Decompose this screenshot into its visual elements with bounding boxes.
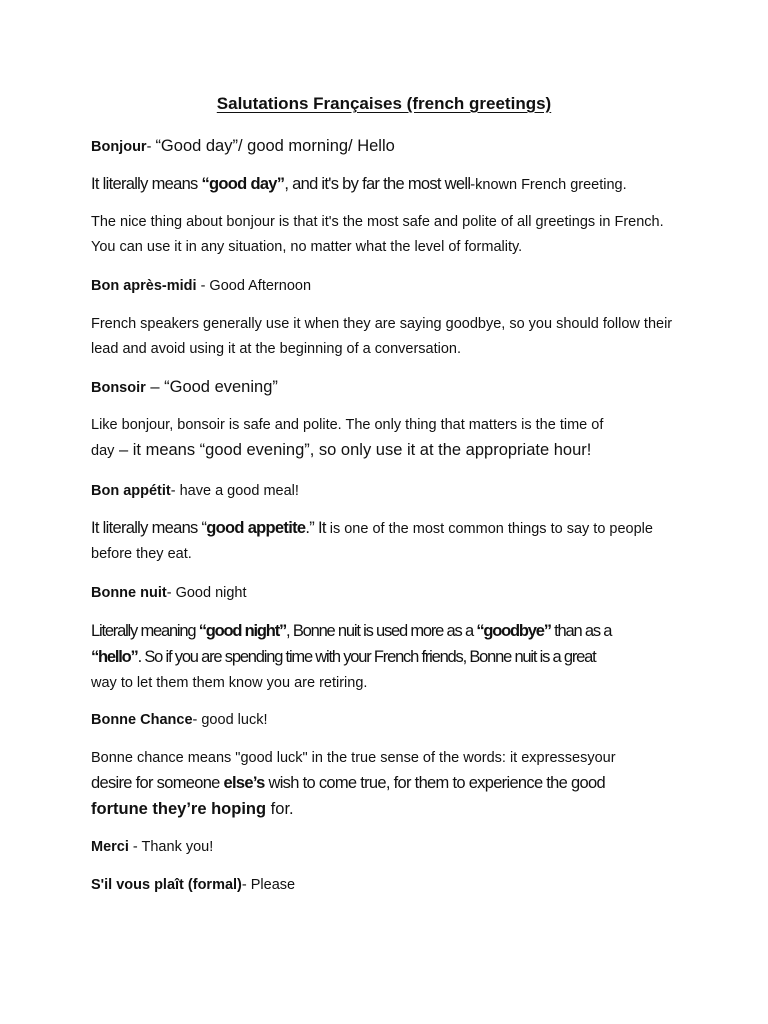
heading-bonjour <box>91 134 691 160</box>
term-bonne-nuit: Bonne nuit <box>91 585 167 601</box>
term-bonjour: Bonjour <box>91 139 147 155</box>
gloss-bonne-nuit: - Good night <box>166 585 247 601</box>
text-run: .” <box>305 519 318 537</box>
gloss-sil-vous-plait: - Please <box>241 877 296 893</box>
text-run: than as a <box>550 622 612 640</box>
term-bonsoir: Bonsoir <box>91 380 146 396</box>
heading-bon-appetit <box>91 479 691 504</box>
heading-merci <box>91 835 691 860</box>
heading-bonsoir <box>91 375 691 401</box>
text-run: Literally meaning <box>91 622 199 640</box>
text-run: way to let them them know you are retiring. <box>91 675 368 691</box>
text-run: It <box>317 519 326 537</box>
text-run: day <box>91 443 115 459</box>
term-bonne-chance: Bonne Chance <box>91 712 193 728</box>
text-run: “goodbye” <box>476 622 551 640</box>
text-run: your <box>587 750 616 766</box>
term-sil-vous-plait: S'il vous plaît (formal) <box>91 877 242 893</box>
text-run: , Bonne nuit is used more as a <box>286 622 477 640</box>
paragraph-bonjour-1 <box>91 172 691 198</box>
term-bon-appetit: Bon appétit <box>91 483 171 499</box>
heading-bonne-chance <box>91 708 691 733</box>
text-run: Like bonjour, bonsoir is safe and polite. The only thing that matters is the time of <box>91 417 604 433</box>
text-run: good appetite <box>206 519 306 537</box>
paragraph-bonne-nuit <box>91 619 691 696</box>
paragraph-bon-apres-midi: French speakers generally use it when they are saying goodbye, so you should follow their lead and avoid using it at the beginning of a conversation. <box>91 316 673 357</box>
term-bon-apres-midi: Bon après-midi <box>91 278 197 294</box>
text-run: -known French greeting. <box>470 177 627 193</box>
text-run: else’s <box>223 774 265 792</box>
heading-sil-vous-plait <box>91 873 691 898</box>
gloss-bonne-chance: - good luck! <box>192 712 268 728</box>
text-run: wish to come true, for them to experience the good <box>264 774 605 792</box>
paragraph-bonne-chance <box>91 746 691 823</box>
paragraph-bonsoir <box>91 413 691 464</box>
gloss-bon-apres-midi: - Good Afternoon <box>196 278 312 294</box>
heading-bon-apres-midi <box>91 274 691 299</box>
gloss-bonjour: “Good day”/ good morning/ Hello <box>155 137 395 155</box>
gloss-bon-appetit: - have a good meal! <box>170 483 299 499</box>
gloss-bonsoir: – “Good evening” <box>145 378 278 396</box>
page-title: Salutations Françaises (french greetings) <box>216 94 552 113</box>
heading-bonne-nuit <box>91 581 691 606</box>
paragraph-bon-appetit <box>91 516 691 567</box>
text-run: It literally means <box>91 175 202 193</box>
text-run: “good day” <box>201 175 285 193</box>
text-run: “good night” <box>198 622 287 640</box>
text-run: , and it's by far the most well <box>284 175 471 193</box>
text-run: – it means “good evening”, so only use it at the appropriate hour! <box>114 441 592 459</box>
text-run: desire for someone <box>91 774 224 792</box>
gloss-merci: - Thank you! <box>128 839 214 855</box>
text-run: It literally means “ <box>91 519 207 537</box>
text-run: . So if you are spending time with your French friends, Bonne nuit is a great <box>137 648 596 666</box>
text-run: “hello” <box>91 648 138 666</box>
term-merci: Merci <box>91 839 129 855</box>
separator: - <box>146 139 156 155</box>
text-run: Bonne chance means "good luck" in the true sense of the words: it expresses <box>91 750 588 766</box>
paragraph-bonjour-2: The nice thing about bonjour is that it's the most safe and polite of all greetings in French. You can use it in any situation, no matter what the level of formality. <box>91 214 664 255</box>
text-run: fortune they’re hoping <box>91 800 267 818</box>
text-run: is one of the most common things to say to people before they eat. <box>91 521 653 562</box>
text-run: for. <box>266 800 294 818</box>
